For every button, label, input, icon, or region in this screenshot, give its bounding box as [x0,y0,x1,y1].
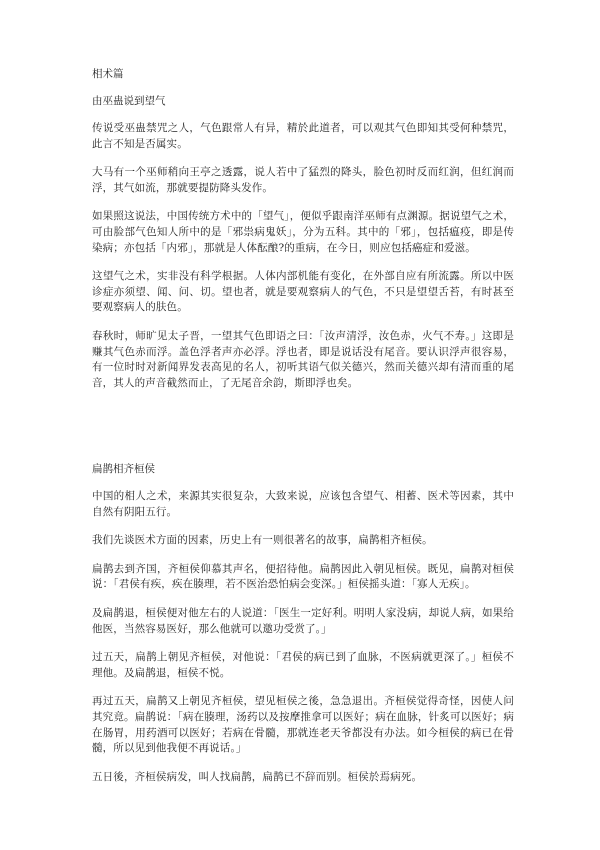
paragraph: 扁鹊去到齐国，齐桓侯仰慕其声名，便招待他。扁鹊因此入朝见桓侯。既见，扁鹊对桓侯说：「君侯有疾，疾在腠理，若不医治恐怕病会变深。」桓侯摇头道：「寡人无疾」。 [92,562,514,591]
paragraph: 这望气之术，实非没有科学根据。人体内部机能有变化，在外部自应有所流露。所以中医诊症亦须望、闻、问、切。望也者，就是要观察病人的气色，不只是望望舌苔，有时甚至要观察病人的肤色。 [92,270,514,314]
section-bianque [92,462,514,798]
paragraph: 春秋时，师旷见太子晋，一望其气色即语之曰：「汝声清浮，汝色赤，火气不寿。」这即是赚其气色赤而浮。盖色浮者声亦必浮。浮也者，即是说话没有尾音。要认识浮声很容易，有一位时时对新闻界发表高见的名人，初听其语气似关德兴，然而关德兴却有清而重的尾音，其人的声音截然而止，了无尾音余韵，斯即浮也矣。 [92,329,514,389]
paragraph: 过五天，扁鹊上朝见齐桓侯，对他说：「君侯的病已到了血脉，不医病就更深了。」桓侯不理他。及扁鹊退，桓侯不悦。 [92,651,514,679]
article-subtitle: 扁鹊相齐桓侯 [92,463,155,475]
paragraph: 再过五天，扁鹊又上朝见齐桓侯，望见桓侯之後，急急退出。齐桓侯觉得奇怪，因使人问其究竟。扁鹊说：「病在腠理，汤药以及按摩推拿可以医好；病在血脉，针炙可以医好；病在肠胃，用药酒可以医好；若病在骨髓，那就连老天爷都没有办法。如今桓侯的病已在骨髓，所以见到他我便不再说话。」 [92,695,514,755]
paragraph: 如果照这说法，中国传统方术中的「望气」，便似乎跟南洋巫师有点渊源。据说望气之术，可由脸部气色知人所中的是「邪祟病鬼妖」，分为五科。其中的「邪」，包括瘟疫，即是传染病；亦包括「内邪」，那就是人体酝酿?的重病，在今日，则应包括癌症和爱滋。 [92,210,514,254]
paragraph: 我们先谈医术方面的因素，历史上有一则很著名的故事，扁鹊相齐桓侯。 [92,534,433,547]
paragraph: 五日後，齐桓侯病发，叫人找扁鹊，扁鹊已不辞而别。桓侯於焉病死。 [92,770,423,783]
paragraph: 中国的相人之术，来源其实很复杂，大致来说，应该包含望气、相蓄、医术等因素，其中自然有阴阳五行。 [92,490,514,518]
section-physiognomy [92,67,514,404]
paragraph: 传说受巫蛊禁咒之人，气色跟常人有异，精於此道者，可以观其气色即知其受何种禁咒，此言不知是否属实。 [92,122,514,150]
paragraph: 大马有一个巫师稍向王亭之透露，说人若中了猛烈的降头，脸色初时反而红润，但红润而浮，其气如流，那就要提防降头发作。 [92,166,514,194]
section-title: 相术篇 [92,68,124,80]
article-subtitle: 由巫蛊说到望气 [92,95,166,107]
paragraph: 及扁鹊退，桓侯便对他左右的人说道：「医生一定好利。明明人家没病，却说人病，如果给他医，当然容易医好，那么他就可以邀功受赏了。」 [92,606,514,635]
